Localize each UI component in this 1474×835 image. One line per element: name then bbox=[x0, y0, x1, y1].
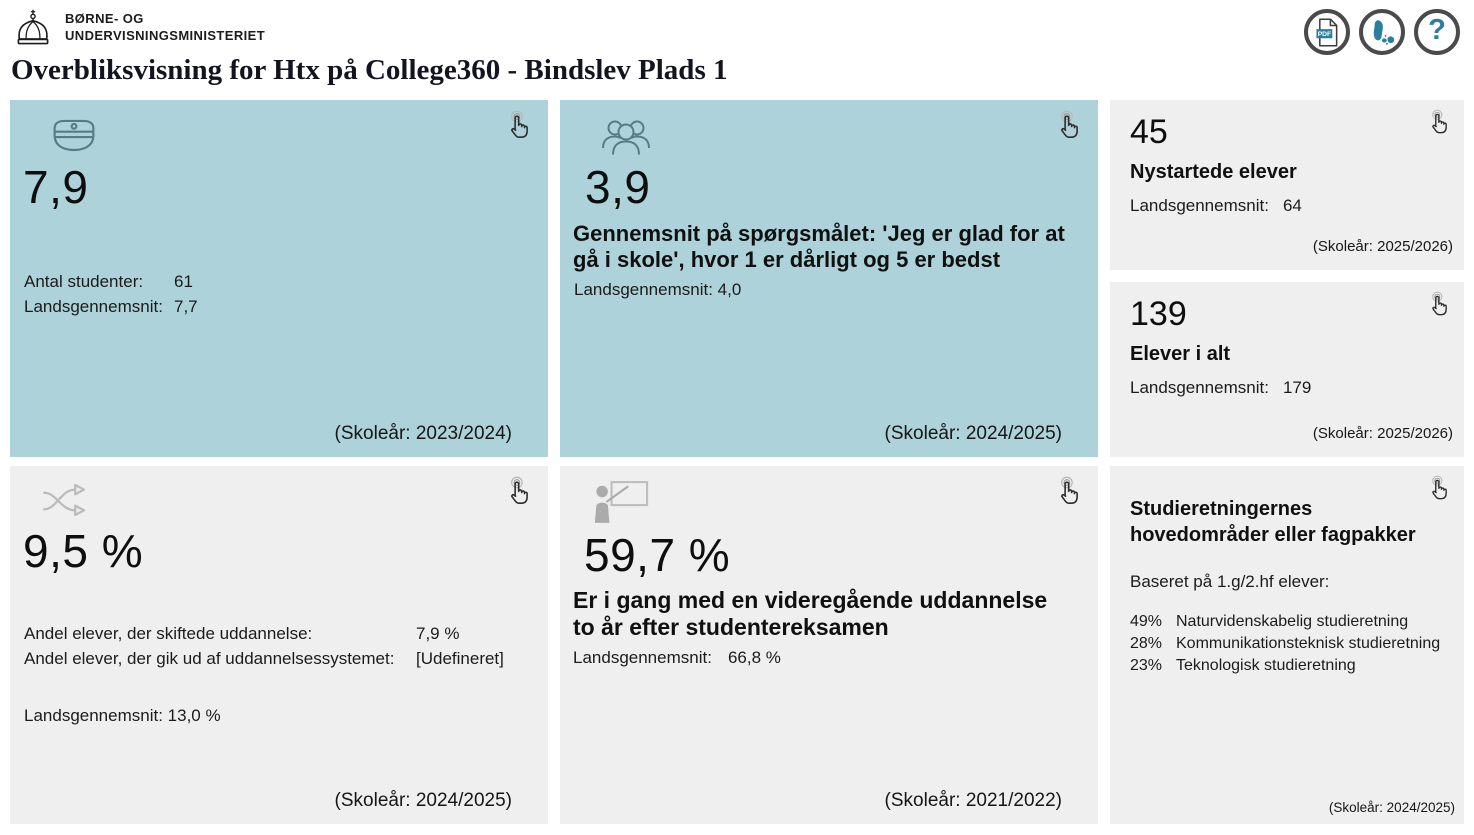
pdf-icon bbox=[1315, 18, 1340, 47]
denmark-map-icon bbox=[1368, 18, 1396, 46]
card-trivsel[interactable] bbox=[560, 100, 1098, 457]
metric-value: 7,9 bbox=[23, 161, 89, 213]
list-item: 28% Kommunikationsteknisk studieretning bbox=[1130, 634, 1441, 652]
school-year: (Skoleår: 2021/2022) bbox=[884, 790, 1062, 811]
ministry-logo bbox=[12, 7, 265, 49]
stat-row: Antal studenter: 61 bbox=[24, 271, 193, 291]
stat-row: Andel elever, der gik ud af uddannelsessystemet: [Udefineret] bbox=[24, 649, 504, 669]
teacher-board-icon bbox=[592, 480, 652, 526]
metric-description: Gennemsnit på spørgsmålet: 'Jeg er glad for at gå i skole', hvor 1 er dårligt og 5 er bedst bbox=[573, 220, 1065, 272]
card-subtitle: Baseret på 1.g/2.hf elever: bbox=[1130, 572, 1330, 591]
card-uddannelsesskift[interactable] bbox=[10, 466, 548, 824]
metric-description: Er i gang med en videregående uddannelse to år efter studentereksamen bbox=[573, 586, 1048, 641]
school-year: (Skoleår: 2023/2024) bbox=[334, 423, 512, 444]
school-year: (Skoleår: 2025/2026) bbox=[1312, 425, 1453, 442]
stat-row: Landsgennemsnit: 7,7 bbox=[24, 297, 198, 317]
school-year: (Skoleår: 2024/2025) bbox=[334, 790, 512, 811]
list-item: 23% Teknologisk studieretning bbox=[1130, 656, 1356, 674]
card-elever-i-alt[interactable] bbox=[1110, 282, 1464, 457]
metric-value: 45 bbox=[1130, 113, 1168, 151]
card-studieretninger[interactable] bbox=[1110, 466, 1464, 824]
card-videregaaende-uddannelse[interactable] bbox=[560, 466, 1098, 824]
svg-text:PDF: PDF bbox=[1317, 30, 1331, 38]
metric-value: 3,9 bbox=[585, 161, 651, 213]
help-button[interactable] bbox=[1414, 9, 1460, 55]
student-cap-icon bbox=[46, 114, 102, 158]
tap-click-icon bbox=[1427, 108, 1453, 137]
people-group-icon bbox=[600, 114, 652, 160]
school-year: (Skoleår: 2025/2026) bbox=[1312, 238, 1453, 255]
tap-click-icon bbox=[1427, 290, 1453, 319]
card-nystartede-elever[interactable] bbox=[1110, 100, 1464, 270]
metric-stats bbox=[24, 621, 548, 672]
tap-click-icon bbox=[505, 109, 535, 142]
tap-click-icon bbox=[1427, 474, 1453, 503]
shuffle-icon bbox=[40, 480, 98, 522]
stat-row: Andel elever, der skiftede uddannelse: 7,9 % bbox=[24, 623, 460, 643]
metric-value: 139 bbox=[1130, 295, 1187, 333]
dashboard-grid bbox=[10, 100, 1464, 824]
page-title: Overbliksvisning for Htx på College360 - Bindslev Plads 1 bbox=[11, 54, 728, 86]
studieretning-list bbox=[1130, 612, 1464, 676]
national-average: Landsgennemsnit: 64 bbox=[1130, 196, 1302, 216]
metric-stats bbox=[24, 269, 548, 320]
pdf-export-button[interactable] bbox=[1304, 9, 1350, 55]
crown-icon bbox=[12, 7, 54, 49]
question-mark-icon: ? bbox=[1428, 14, 1446, 46]
national-average: Landsgennemsnit: 4,0 bbox=[574, 280, 742, 300]
card-title: Studieretningernes hovedområder eller fagpakker bbox=[1130, 498, 1416, 546]
list-item: 49% Naturvidenskabelig studieretning bbox=[1130, 613, 1409, 630]
ministry-name: BØRNE- OG UNDERVISNINGSMINISTERIET bbox=[65, 11, 266, 43]
card-karaktergennemsnit[interactable] bbox=[10, 100, 548, 457]
tap-click-icon bbox=[505, 475, 535, 508]
metric-value: 59,7 % bbox=[584, 529, 731, 581]
map-button[interactable] bbox=[1359, 9, 1405, 55]
national-average: Landsgennemsnit: 13,0 % bbox=[24, 705, 221, 725]
school-year: (Skoleår: 2024/2025) bbox=[884, 423, 1062, 444]
metric-value: 9,5 % bbox=[23, 525, 144, 577]
national-average: Landsgennemsnit: 66,8 % bbox=[573, 647, 781, 667]
right-column-top bbox=[1110, 100, 1464, 457]
tap-click-icon bbox=[1055, 109, 1085, 142]
metric-label: Elever i alt bbox=[1130, 343, 1231, 366]
national-average: Landsgennemsnit: 179 bbox=[1130, 378, 1312, 398]
school-year: (Skoleår: 2024/2025) bbox=[1328, 800, 1455, 815]
metric-label: Nystartede elever bbox=[1130, 161, 1297, 184]
tap-click-icon bbox=[1055, 475, 1085, 508]
header-actions bbox=[1304, 9, 1460, 55]
